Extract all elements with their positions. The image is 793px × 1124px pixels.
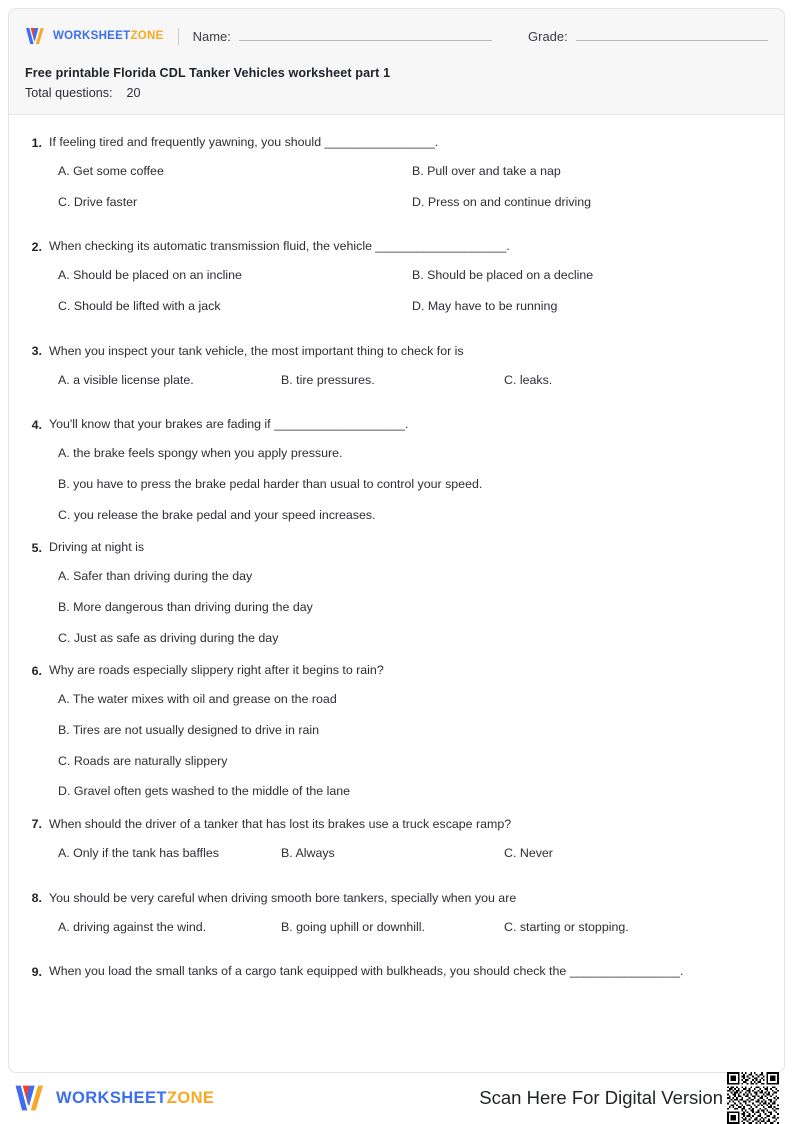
question-number: 4. [31, 417, 42, 432]
question-block [27, 133, 766, 223]
answer-options [58, 444, 766, 524]
answer-option[interactable]: D. Gravel often gets washed to the middle of the lane [58, 784, 351, 799]
question-text: When you inspect your tank vehicle, the most important thing to check for is [49, 343, 464, 358]
answer-option[interactable]: A. driving against the wind. [58, 919, 207, 934]
question-number: 2. [31, 239, 42, 254]
question-text: You'll know that your brakes are fading if ___________________. [49, 417, 409, 432]
question-number: 6. [31, 663, 42, 678]
brand-logo-text [53, 30, 164, 42]
answer-option[interactable]: D. May have to be running [412, 299, 558, 314]
answer-option[interactable]: A. Should be placed on an incline [58, 268, 242, 283]
brand-name-secondary: ZONE [130, 30, 164, 42]
title-block [25, 65, 768, 100]
question-block [27, 538, 766, 647]
footer-brand-logo [14, 1084, 214, 1112]
header-row [25, 23, 768, 49]
page-footer [8, 1074, 785, 1122]
question-block [27, 815, 766, 875]
worksheet-zone-logo-icon [14, 1084, 48, 1112]
question-number: 1. [31, 135, 42, 150]
header-divider [178, 28, 179, 45]
brand-name-primary: WORKSHEET [53, 30, 131, 42]
name-input-line[interactable] [239, 28, 492, 41]
answer-option[interactable]: C. Drive faster [58, 194, 138, 209]
question-block [27, 962, 766, 981]
answer-options [58, 844, 766, 875]
answer-option[interactable]: C. Just as safe as driving during the day [58, 630, 279, 645]
question-number: 9. [31, 964, 42, 979]
question-number: 3. [31, 344, 42, 359]
scan-instruction-text: Scan Here For Digital Version [479, 1087, 723, 1108]
question-prompt [27, 415, 766, 434]
name-field[interactable] [193, 28, 492, 44]
total-questions-label: Total questions: [25, 86, 113, 100]
question-prompt [27, 962, 766, 981]
name-label: Name: [192, 29, 231, 44]
answer-option[interactable]: C. leaks. [504, 372, 553, 387]
question-number: 8. [31, 891, 42, 906]
answer-option[interactable]: A. the brake feels spongy when you apply pressure. [58, 446, 343, 461]
answer-option[interactable]: B. tire pressures. [281, 372, 375, 387]
answer-options [58, 690, 766, 800]
question-number: 5. [31, 540, 42, 555]
answer-option[interactable]: B. you have to press the brake pedal harder than usual to control your speed. [58, 477, 483, 492]
question-prompt [27, 661, 766, 680]
footer-scan-area [479, 1072, 779, 1124]
answer-options [58, 371, 766, 402]
question-text: Driving at night is [49, 540, 145, 555]
qr-code-icon[interactable] [727, 1072, 779, 1124]
footer-brand-text [56, 1089, 214, 1108]
answer-option[interactable]: A. a visible license plate. [58, 372, 194, 387]
answer-option[interactable]: B. Pull over and take a nap [412, 164, 561, 179]
question-number: 7. [31, 817, 42, 832]
question-text: You should be very careful when driving smooth bore tankers, specially when you are [49, 890, 517, 905]
answer-option[interactable]: B. Should be placed on a decline [412, 268, 594, 283]
answer-options [58, 162, 766, 223]
answer-option[interactable]: C. starting or stopping. [504, 919, 629, 934]
answer-option[interactable]: D. Press on and continue driving [412, 194, 592, 209]
question-block [27, 415, 766, 524]
question-prompt [27, 133, 766, 152]
page-title: Free printable Florida CDL Tanker Vehicles worksheet part 1 [25, 66, 391, 80]
grade-label: Grade: [528, 29, 568, 44]
answer-option[interactable]: B. going uphill or downhill. [281, 919, 425, 934]
question-block [27, 237, 766, 327]
answer-option[interactable]: C. you release the brake pedal and your speed increases. [58, 507, 376, 522]
questions-list [9, 115, 784, 1005]
answer-option[interactable]: A. Get some coffee [58, 164, 164, 179]
footer-brand-secondary: ZONE [166, 1088, 215, 1107]
question-prompt [27, 815, 766, 834]
grade-input-line[interactable] [576, 28, 768, 41]
question-text: If feeling tired and frequently yawning, you should ________________. [49, 135, 439, 149]
question-text: When should the driver of a tanker that has lost its brakes use a truck escape ramp? [49, 816, 512, 831]
answer-option[interactable]: C. Should be lifted with a jack [58, 299, 221, 314]
worksheet-zone-logo-icon [25, 27, 47, 45]
total-questions-line [25, 86, 768, 100]
question-prompt [27, 538, 766, 557]
worksheet-card [8, 8, 785, 1073]
question-block [27, 342, 766, 402]
question-text: When checking its automatic transmission fluid, the vehicle ___________________. [49, 239, 510, 254]
question-text: When you load the small tanks of a cargo tank equipped with bulkheads, you should check the ________________. [49, 964, 684, 979]
answer-option[interactable]: B. Tires are not usually designed to drive in rain [58, 722, 320, 737]
answer-option[interactable]: A. The water mixes with oil and grease on the road [58, 692, 337, 707]
question-block [27, 889, 766, 949]
answer-option[interactable]: A. Only if the tank has baffles [58, 845, 219, 860]
total-questions-value: 20 [126, 86, 141, 100]
answer-option[interactable]: A. Safer than driving during the day [58, 569, 253, 584]
brand-logo [25, 27, 164, 45]
question-prompt [27, 889, 766, 908]
question-block [27, 661, 766, 801]
worksheet-header [9, 9, 784, 115]
answer-options [58, 567, 766, 647]
answer-option[interactable]: C. Roads are naturally slippery [58, 753, 228, 768]
question-prompt [27, 237, 766, 256]
answer-options [58, 266, 766, 327]
footer-brand-primary: WORKSHEET [56, 1088, 167, 1107]
answer-option[interactable]: B. More dangerous than driving during the day [58, 600, 313, 615]
question-text: Why are roads especially slippery right after it begins to rain? [49, 663, 384, 678]
question-prompt [27, 342, 766, 361]
answer-option[interactable]: B. Always [281, 845, 335, 860]
answer-option[interactable]: C. Never [504, 845, 553, 860]
grade-field[interactable] [528, 28, 768, 44]
answer-options [58, 918, 766, 949]
